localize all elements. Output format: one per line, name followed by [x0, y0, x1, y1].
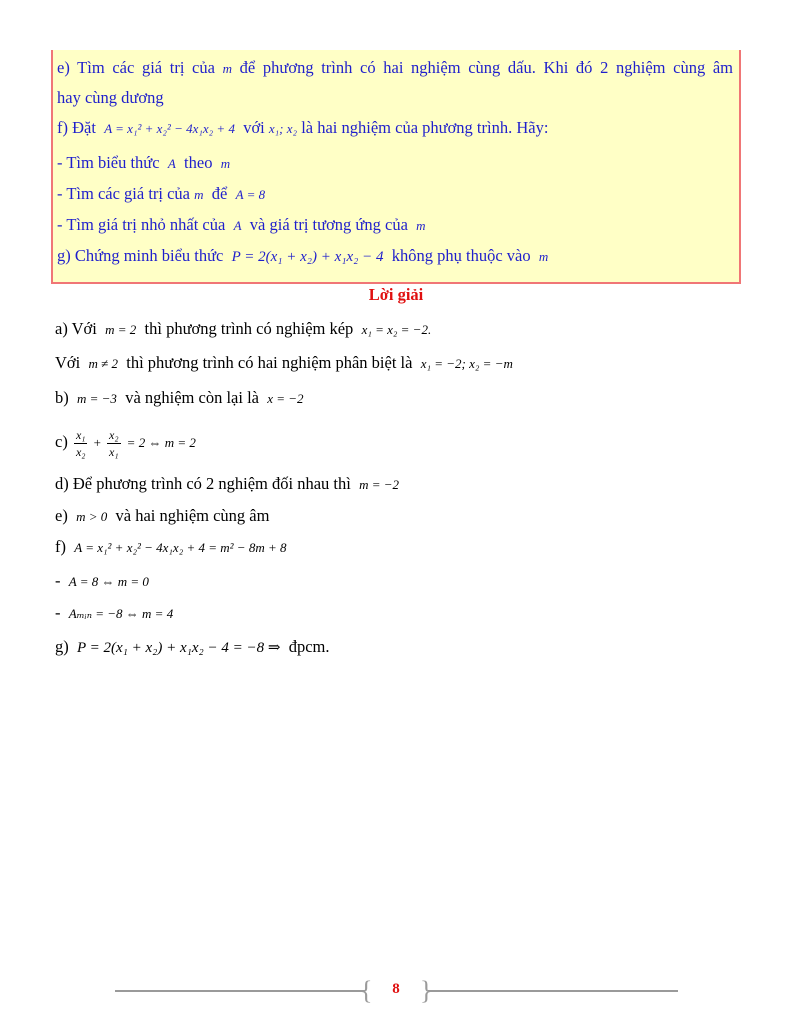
- problem-box: [51, 50, 741, 284]
- problem-f1-var: A: [167, 156, 176, 171]
- solution-c-frac1-den: x₂: [75, 444, 86, 459]
- solution-g-label: g): [55, 637, 69, 656]
- solution-a2-result: x₁ = −2; x₂ = −m: [420, 356, 513, 371]
- problem-e-line2: [57, 88, 733, 108]
- solution-e-label: e): [55, 506, 68, 525]
- problem-f1-theo: theo: [184, 153, 213, 172]
- problem-e-cont: hay cùng dương: [57, 88, 164, 107]
- solution-d-result: m = −2: [359, 477, 400, 492]
- solution-b-result: x = −2: [267, 391, 304, 406]
- problem-f-label: f) Đặt: [57, 118, 96, 137]
- page-number: 8: [392, 981, 400, 997]
- solution-c-frac1-num: x₁: [75, 427, 86, 442]
- solution-e: [55, 505, 269, 528]
- problem-e-text: e) Tìm các giá trị của: [57, 58, 215, 77]
- solution-e-text: và hai nghiệm cùng âm: [115, 506, 270, 525]
- footer-rule-left: [115, 990, 365, 992]
- solution-heading: Lời giải: [368, 285, 424, 304]
- solution-c-frac2: [107, 427, 121, 460]
- problem-g-text: g) Chứng minh biểu thức: [57, 246, 224, 265]
- solution-f: [55, 536, 287, 559]
- solution-f-label: f): [55, 537, 66, 556]
- problem-e-var: m: [222, 61, 233, 76]
- solution-a1-text: thì phương trình có nghiệm kép: [144, 319, 354, 338]
- solution-f1: [55, 570, 149, 593]
- solution-a2-cond: m ≠ 2: [88, 356, 119, 371]
- problem-f3-text: - Tìm giá trị nhỏ nhất của: [57, 215, 226, 234]
- solution-c-frac2-num: x₂: [109, 427, 119, 442]
- solution-c: [55, 421, 196, 464]
- solution-c-frac1: [74, 427, 88, 460]
- solution-a1-label: a) Với: [55, 319, 97, 338]
- solution-d-text: d) Để phương trình có 2 nghiệm đối nhau thì: [55, 474, 351, 493]
- solution-g-text: đpcm.: [288, 637, 330, 656]
- problem-g-m: m: [538, 249, 549, 264]
- problem-f3-mid: và giá trị tương ứng của: [249, 215, 408, 234]
- solution-c-plus: +: [93, 435, 101, 450]
- solution-f2-label: -: [55, 603, 61, 622]
- problem-f3-m: m: [416, 218, 426, 233]
- solution-f-formula: A = x₁² + x₂² − 4x₁x₂ + 4 = m² − 8m + 8: [74, 540, 287, 555]
- solution-g-formula: P = 2(x₁ + x₂) + x₁x₂ − 4 = −8 ⇒: [77, 640, 281, 656]
- problem-f2-de: để: [211, 184, 228, 203]
- problem-g-formula: P = 2(x₁ + x₂) + x₁x₂ − 4: [231, 249, 384, 265]
- problem-f1-m: m: [220, 156, 231, 171]
- solution-b-text: và nghiệm còn lại là: [125, 388, 259, 407]
- solution-b: [55, 387, 304, 410]
- problem-f2-m: m: [194, 187, 204, 202]
- problem-e-rest: để phương trình có hai nghiệm cùng dấu. Khi đó 2 nghiệm cùng âm: [239, 58, 734, 77]
- solution-a2-text: thì phương trình có hai nghiệm phân biệt là: [126, 353, 413, 372]
- problem-f2-text: - Tìm các giá trị của: [57, 184, 191, 203]
- problem-g-rest: không phụ thuộc vào: [391, 246, 531, 265]
- solution-f1-formula: A = 8 ⇔ m = 0: [68, 574, 149, 589]
- problem-f-line: [57, 118, 733, 139]
- problem-f-formula: A = x₁² + x₂² − 4x₁x₂ + 4: [104, 121, 235, 136]
- problem-e-line1: [57, 58, 733, 79]
- solution-f2-formula: Aₘᵢₙ = −8 ⇔ m = 4: [68, 606, 174, 621]
- solution-b-label: b): [55, 388, 69, 407]
- problem-f-with: với: [243, 118, 265, 137]
- footer-bracket-left: {: [360, 976, 373, 1005]
- solution-a1: [55, 318, 431, 341]
- solution-g: [55, 636, 329, 659]
- solution-a1-cond: m = 2: [105, 322, 137, 337]
- solution-b-cond: m = −3: [77, 391, 117, 406]
- solution-d: [55, 473, 399, 496]
- problem-f2-eq: A = 8: [235, 187, 266, 202]
- problem-f-rest: là hai nghiệm của phương trình. Hãy:: [301, 118, 549, 137]
- problem-f3-line: [57, 215, 733, 236]
- solution-a2-label: Với: [55, 353, 81, 372]
- solution-f1-label: -: [55, 571, 61, 590]
- solution-c-frac2-den: x₁: [109, 444, 119, 459]
- problem-f1-text: - Tìm biểu thức: [57, 153, 160, 172]
- solution-c-rest: = 2 ⇔ m = 2: [126, 435, 196, 450]
- solution-e-cond: m > 0: [76, 509, 108, 524]
- problem-f-roots: x₁; x₂: [268, 121, 298, 136]
- problem-f3-var: A: [233, 218, 242, 233]
- solution-f2: [55, 602, 173, 625]
- footer-bracket-right: }: [420, 976, 433, 1005]
- solution-a1-result: x₁ = x₂ = −2.: [361, 322, 432, 337]
- problem-f1-line: [57, 153, 733, 174]
- solution-c-label: c): [55, 432, 68, 451]
- problem-f2-line: [57, 184, 733, 205]
- solution-a2: [55, 352, 513, 375]
- problem-g-line: [57, 246, 733, 267]
- footer-rule-right: [428, 990, 678, 992]
